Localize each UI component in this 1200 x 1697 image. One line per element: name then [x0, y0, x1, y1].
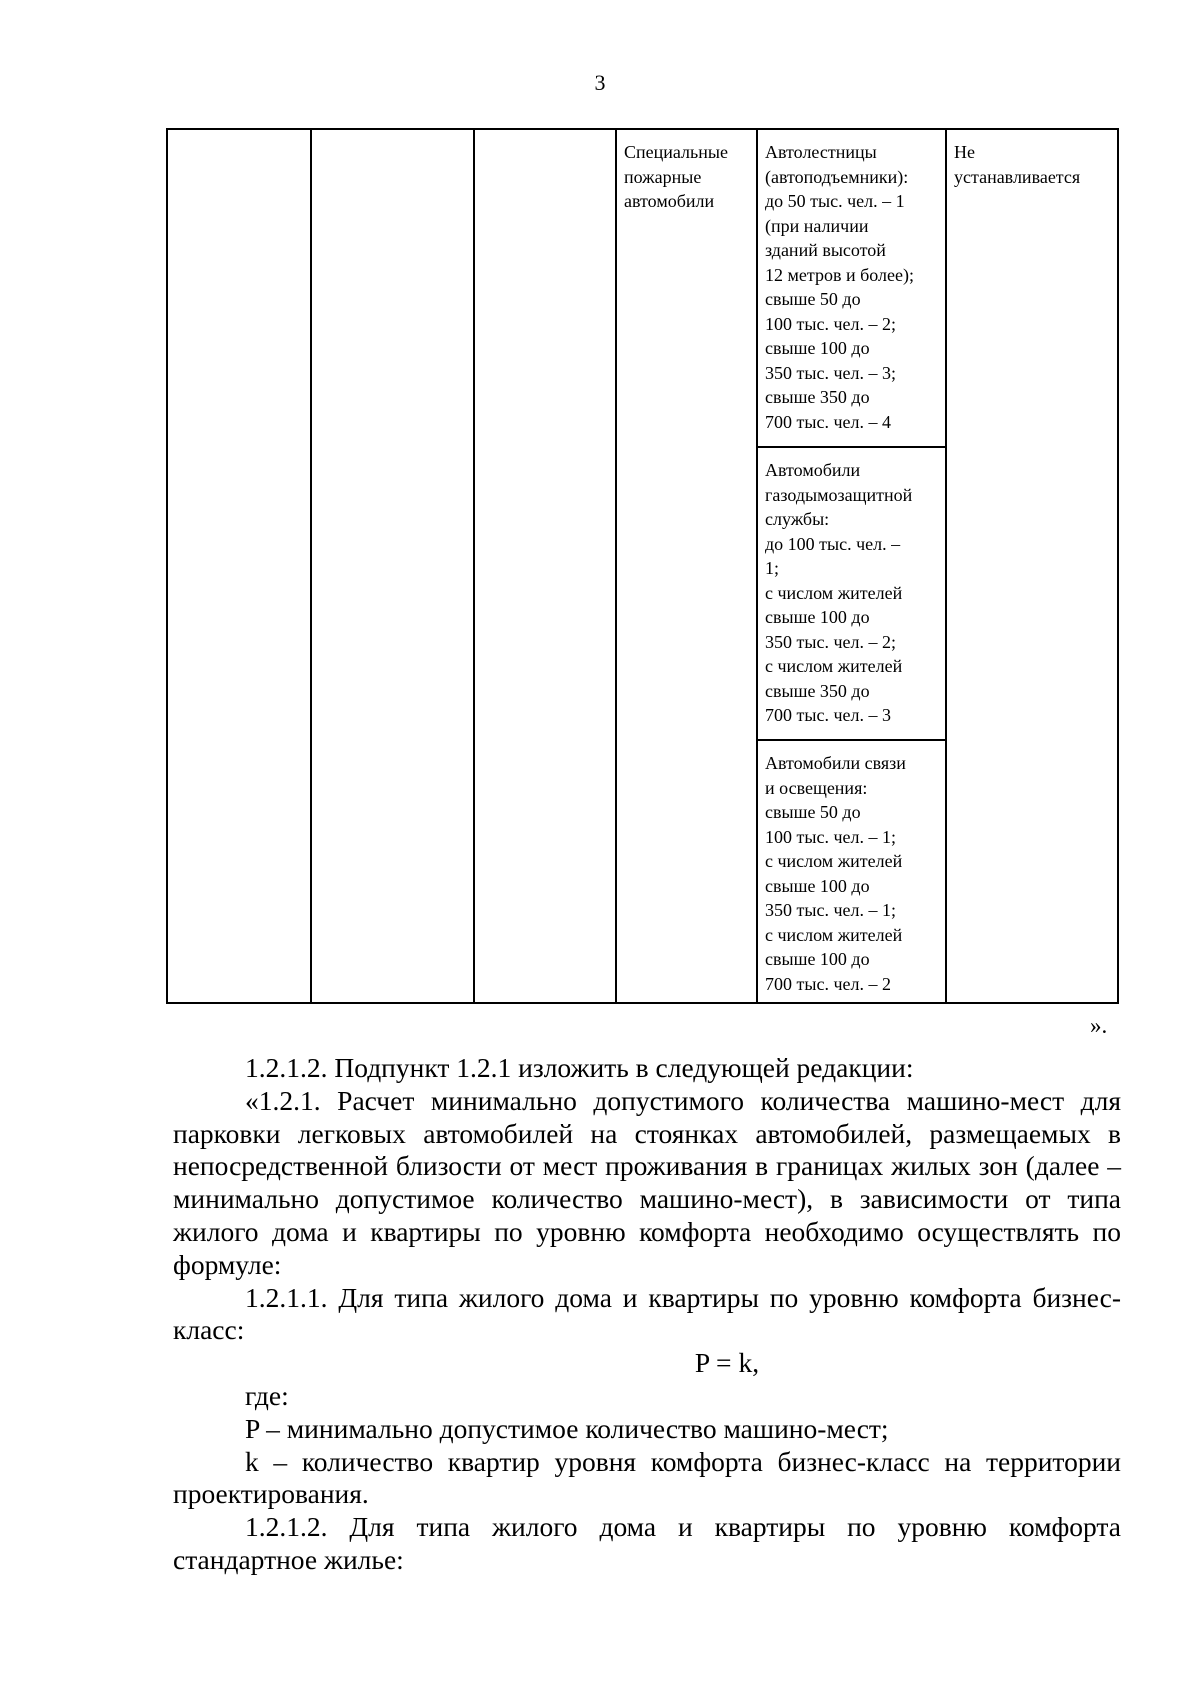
table-cell-empty-2 [311, 129, 474, 1003]
fire-vehicles-table [166, 128, 1119, 1004]
document-body [173, 1052, 1121, 1577]
paragraph-definition-k: k – количество квартир уровня комфорта бизнес-класс на территории проектирования. [173, 1445, 1121, 1510]
gas-smoke-norm-text: Автомобили газодымозащитной службы: до 100 тыс. чел. – 1; с числом жителей свыше 100 до 350 тыс. чел. – 2; с числом жителей свыше 350 до 700 тыс. чел. – 3 [765, 460, 913, 725]
table-cell-vehicle-type [616, 129, 757, 1003]
table-cell-communication [757, 740, 946, 1003]
table-cell-gas-smoke [757, 447, 946, 740]
formula: P = k, [694, 1347, 760, 1379]
table-cell-ladders [757, 129, 946, 447]
paragraph-1-2-1: «1.2.1. Расчет минимально допустимого количества машино-мест для парковки легковых автомобилей на стоянках автомобилей, размещаемых в непосредственной близости от мест проживания в границах жилых зон (далее – минимально допустимое количество машино-мест), в зависимости от типа жилого дома и квартиры по уровню комфорта необходимо осуществлять по формуле: [173, 1084, 1121, 1280]
ladders-norm-text: Автолестницы (автоподъемники): до 50 тыс. чел. – 1 (при наличии зданий высотой 12 метров и более); свыше 50 до 100 тыс. чел. – 2; свыше 100 до 350 тыс. чел. – 3; свыше 350 до 700 тыс. чел. – 4 [765, 142, 914, 432]
communication-norm-text: Автомобили связи и освещения: свыше 50 до 100 тыс. чел. – 1; с числом жителей свыше 100 до 350 тыс. чел. – 1; с числом жителей свыше 100 до 700 тыс. чел. – 2 [765, 753, 906, 994]
table-row [167, 129, 1118, 447]
table-cell-norm [946, 129, 1118, 1003]
table-cell-empty-3 [474, 129, 616, 1003]
norm-text: Не устанавливается [954, 142, 1081, 187]
paragraph-1-2-1-1: 1.2.1.1. Для типа жилого дома и квартиры по уровню комфорта бизнес-класс: [173, 1281, 1121, 1346]
vehicle-type-text: Специальные пожарные автомобили [624, 142, 728, 211]
table-cell-empty-1 [167, 129, 311, 1003]
paragraph-definition-p: P – минимально допустимое количество машино-мест; [245, 1412, 889, 1444]
paragraph-1-2-1-2-standard: 1.2.1.2. Для типа жилого дома и квартиры по уровню комфорта стандартное жилье: [173, 1511, 1121, 1575]
paragraph-1-2-1-2: 1.2.1.2. Подпункт 1.2.1 изложить в следующей редакции: [245, 1052, 914, 1083]
page-number: 3 [594, 70, 606, 95]
closing-quote: ». [1090, 1013, 1108, 1038]
paragraph-where: где: [245, 1379, 289, 1411]
